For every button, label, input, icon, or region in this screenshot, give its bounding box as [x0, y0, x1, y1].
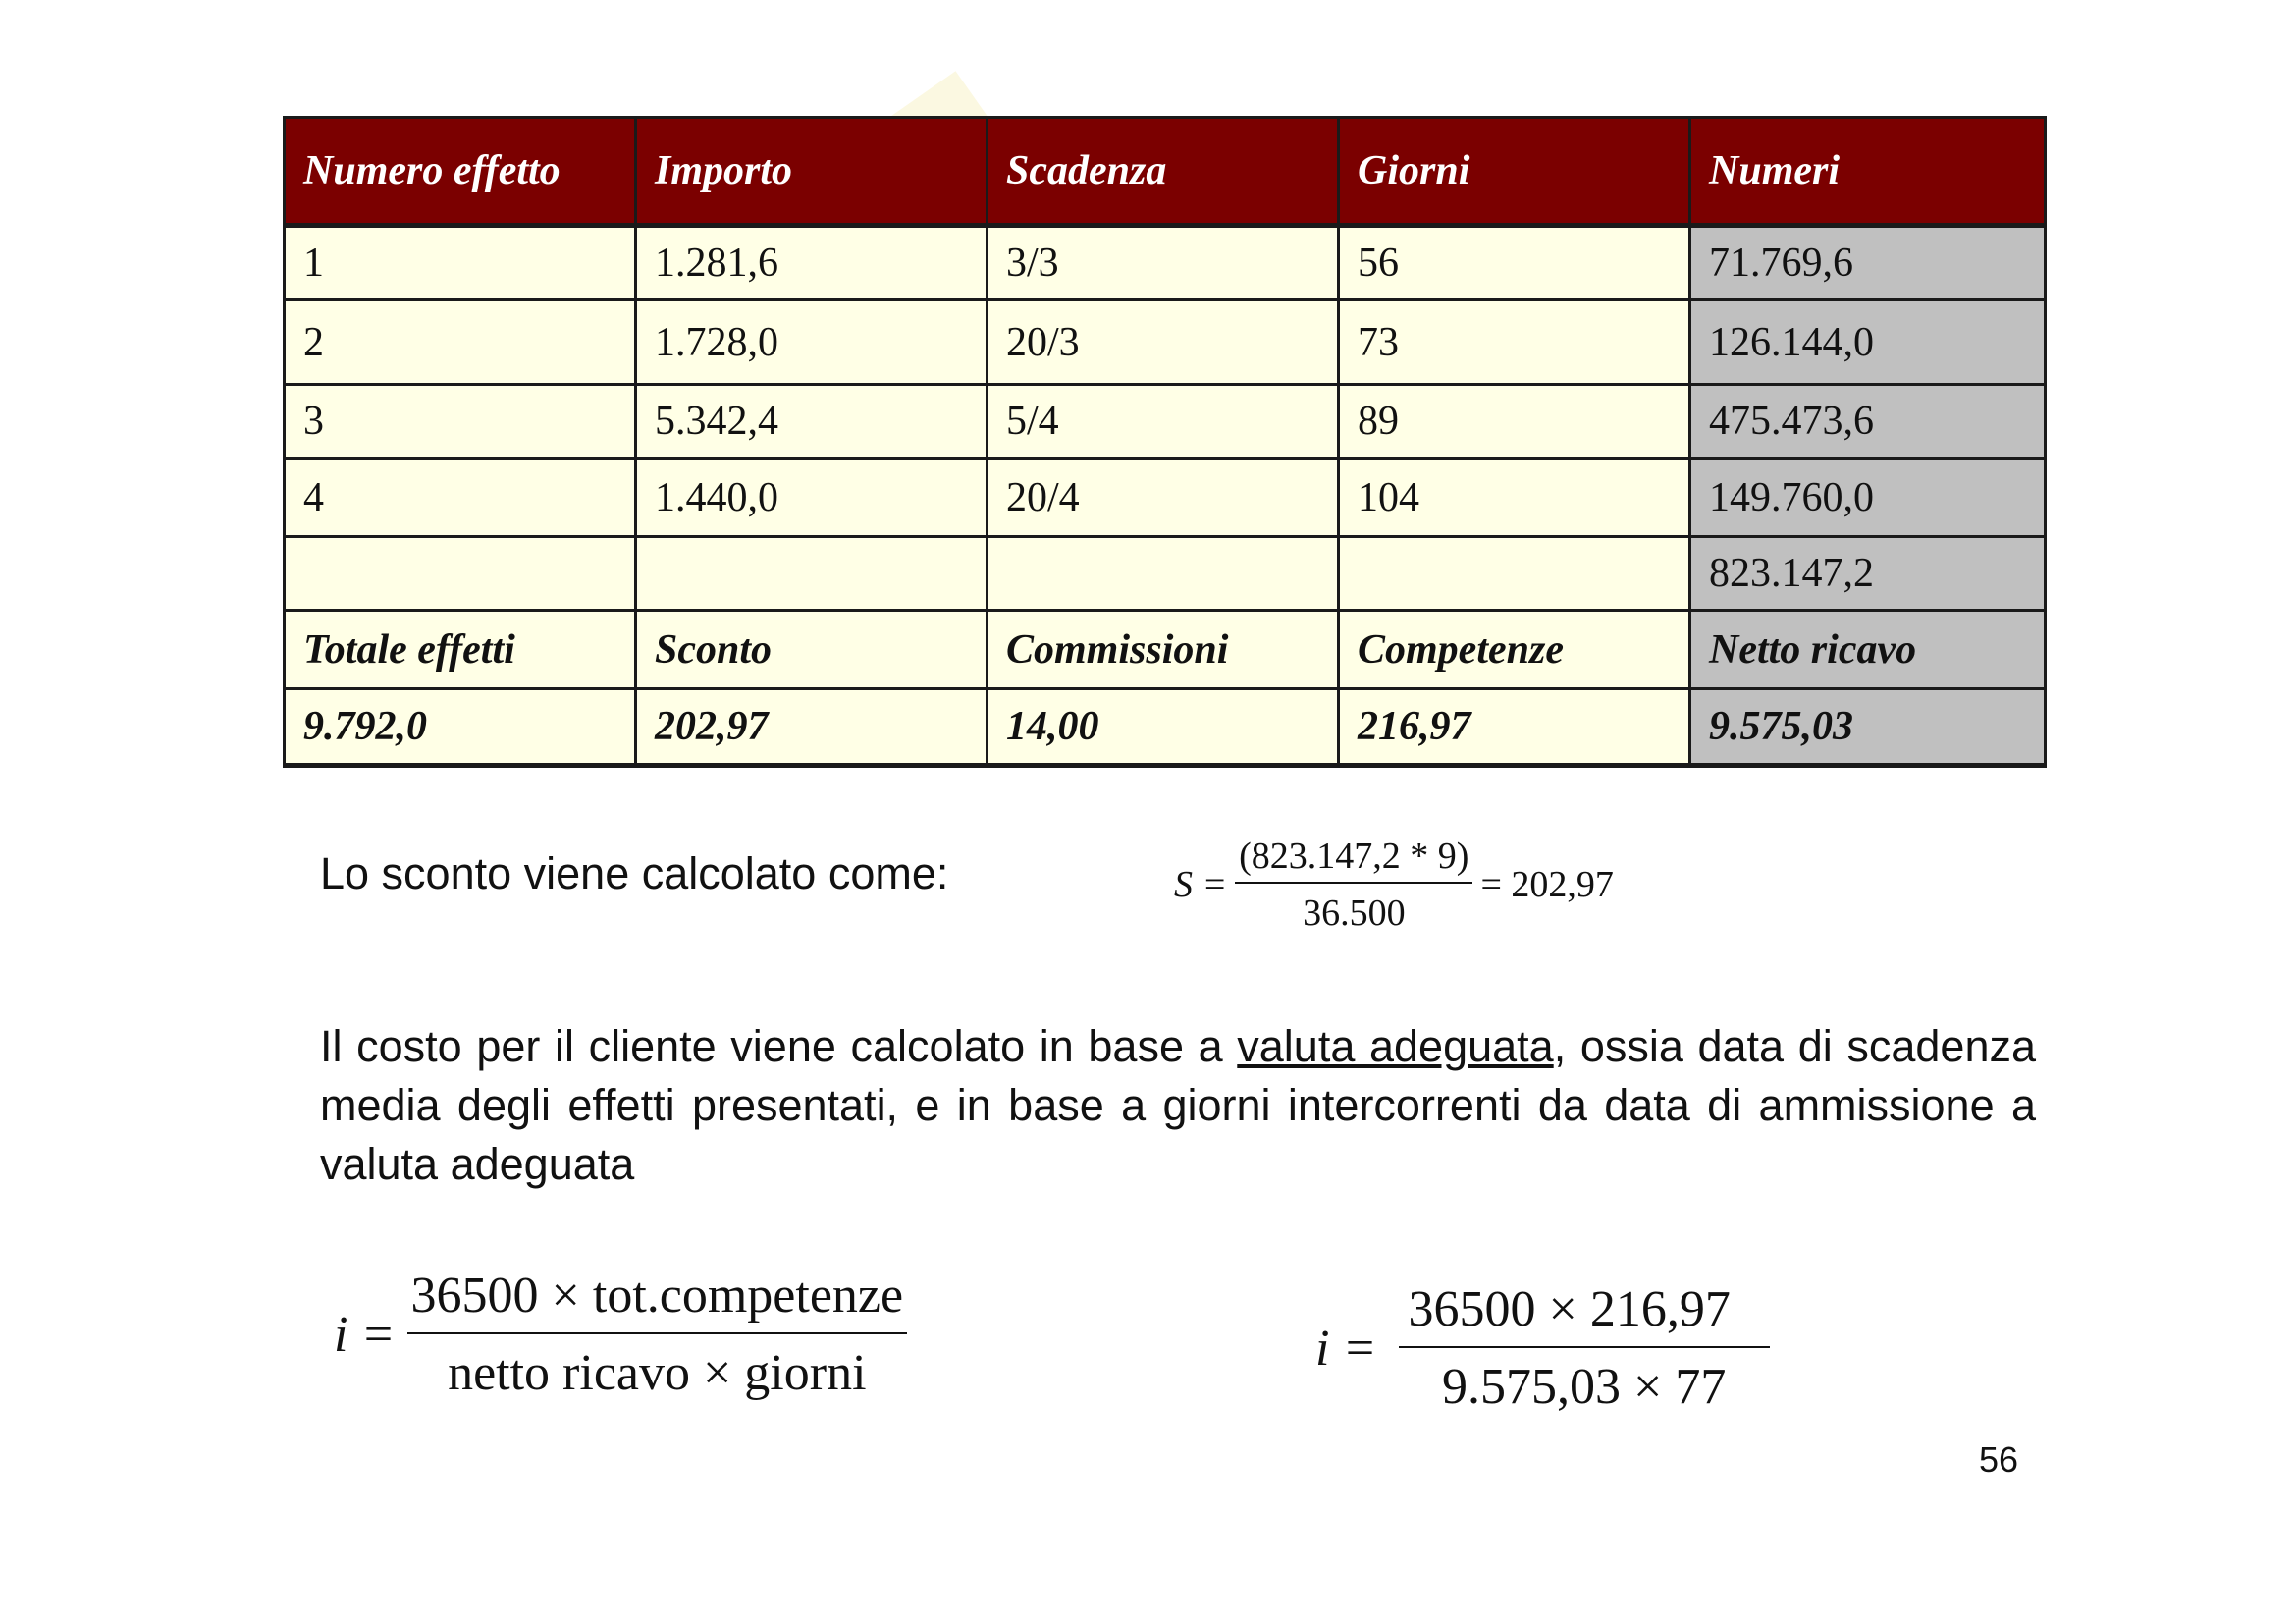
cell: 1: [285, 226, 636, 300]
cell: 126.144,0: [1690, 300, 2046, 385]
cell: 1.728,0: [636, 300, 988, 385]
summary-value-row: [285, 689, 2046, 766]
cell: [1339, 537, 1690, 611]
total-numeri-cell: 823.147,2: [1690, 537, 2046, 611]
formula1-lhs: i =: [334, 1306, 396, 1363]
cell: 5/4: [988, 385, 1339, 459]
formula1-denominator: netto ricavo × giorni: [448, 1345, 867, 1401]
cell: 149.760,0: [1690, 459, 2046, 537]
page-number: 56: [1979, 1439, 2019, 1480]
label-totale-effetti: Totale effetti: [285, 611, 636, 689]
label-competenze: Competenze: [1339, 611, 1690, 689]
table-row: [285, 300, 2046, 385]
cell: 4: [285, 459, 636, 537]
sconto-formula: [1174, 835, 1614, 935]
header-importo: Importo: [636, 118, 988, 226]
cell: 20/4: [988, 459, 1339, 537]
label-netto-ricavo: Netto ricavo: [1690, 611, 2046, 689]
formula2-lhs: i =: [1315, 1320, 1377, 1377]
value-competenze: 216,97: [1339, 689, 1690, 766]
cell: 3/3: [988, 226, 1339, 300]
cell: [636, 537, 988, 611]
summary-label-row: [285, 611, 2046, 689]
table-row: [285, 537, 2046, 611]
cell: 56: [1339, 226, 1690, 300]
sconto-fraction: [1235, 835, 1472, 935]
sconto-numerator: (823.147,2 * 9): [1235, 835, 1472, 884]
table-header-row: [285, 118, 2046, 226]
header-giorni: Giorni: [1339, 118, 1690, 226]
table-row: [285, 226, 2046, 300]
sconto-denominator: 36.500: [1303, 893, 1406, 934]
formula-numeric: [1315, 1280, 1770, 1416]
cell: 71.769,6: [1690, 226, 2046, 300]
value-sconto: 202,97: [636, 689, 988, 766]
header-numero-effetto: Numero effetto: [285, 118, 636, 226]
table-row: [285, 385, 2046, 459]
cell: 3: [285, 385, 636, 459]
formula1-fraction: [407, 1267, 908, 1402]
cell: 475.473,6: [1690, 385, 2046, 459]
formula1-numerator: 36500 × tot.competenze: [407, 1267, 908, 1334]
table-row: [285, 459, 2046, 537]
label-commissioni: Commissioni: [988, 611, 1339, 689]
formula2-fraction: [1399, 1280, 1770, 1416]
sconto-result: = 202,97: [1480, 864, 1614, 905]
value-commissioni: 14,00: [988, 689, 1339, 766]
value-netto-ricavo: 9.575,03: [1690, 689, 2046, 766]
formula2-denominator: 9.575,03 × 77: [1442, 1359, 1727, 1415]
paragraph-text-before: Il costo per il cliente viene calcolato in base a: [320, 1021, 1238, 1071]
cell: 73: [1339, 300, 1690, 385]
cell: 20/3: [988, 300, 1339, 385]
cell: 104: [1339, 459, 1690, 537]
sconto-label: Lo sconto viene calcolato come:: [320, 848, 949, 898]
cell: [988, 537, 1339, 611]
cell: [285, 537, 636, 611]
header-numeri: Numeri: [1690, 118, 2046, 226]
sconto-lhs: S =: [1174, 864, 1228, 905]
header-scadenza: Scadenza: [988, 118, 1339, 226]
cell: 1.281,6: [636, 226, 988, 300]
paragraph-text-after: , ossia data di scadenza media degli effetti presentati, e in base a giorni intercorrenti da data di ammissione a valuta adeguata: [320, 1021, 2036, 1189]
cell: 1.440,0: [636, 459, 988, 537]
cell: 2: [285, 300, 636, 385]
description-paragraph: [320, 1017, 2036, 1194]
formula-general: [334, 1267, 907, 1402]
effetti-table: [283, 116, 2047, 768]
formula2-numerator: 36500 × 216,97: [1399, 1280, 1770, 1348]
cell: 89: [1339, 385, 1690, 459]
cell: 5.342,4: [636, 385, 988, 459]
label-sconto: Sconto: [636, 611, 988, 689]
paragraph-underlined: valuta adeguata: [1237, 1021, 1554, 1071]
value-totale-effetti: 9.792,0: [285, 689, 636, 766]
